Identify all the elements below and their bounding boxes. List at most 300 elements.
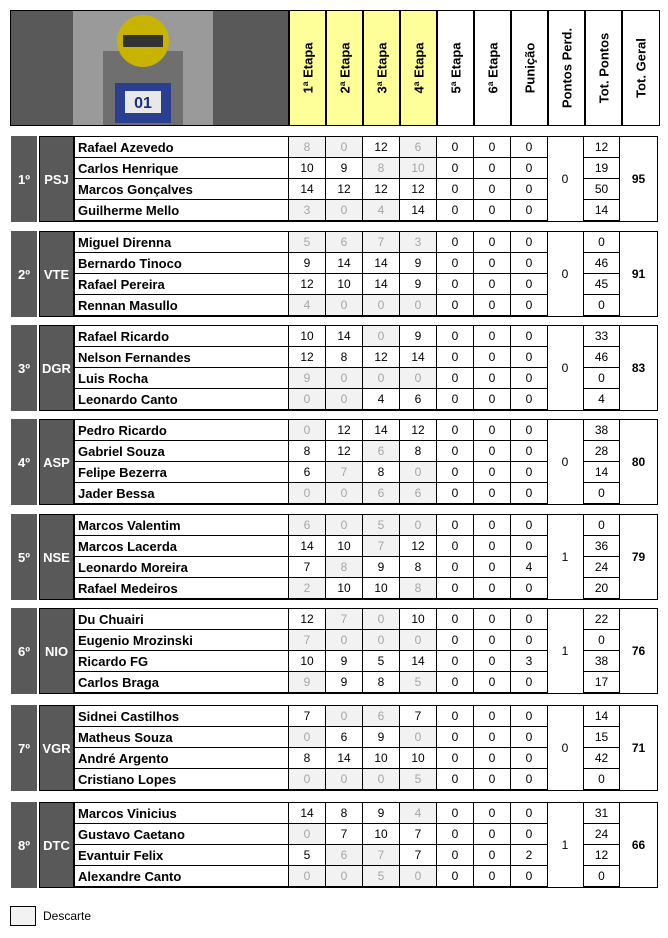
driver-name: Leonardo Canto [75, 389, 289, 410]
punicao-value: 0 [511, 578, 548, 599]
etapa-points: 0 [437, 441, 474, 462]
punicao-value: 0 [511, 389, 548, 410]
etapa-points: 4 [289, 295, 326, 316]
etapa-points: 9 [289, 672, 326, 693]
team-block [10, 514, 658, 602]
etapa-points: 0 [474, 845, 511, 866]
team-grid [74, 325, 658, 411]
etapa-points: 0 [474, 274, 511, 295]
etapa-points: 0 [363, 368, 400, 389]
driver-total: 38 [584, 420, 620, 441]
etapa-points: 0 [326, 389, 363, 410]
team-abbr: DGR [39, 325, 74, 411]
etapa-points: 5 [363, 651, 400, 672]
driver-name: Rafael Ricardo [75, 326, 289, 347]
punicao-value: 0 [511, 803, 548, 824]
etapa-points: 0 [326, 137, 363, 158]
punicao-value: 3 [511, 651, 548, 672]
legend [10, 905, 91, 927]
team-place: 2º [11, 231, 37, 317]
driver-name: Marcos Valentim [75, 515, 289, 536]
team-total: 83 [631, 361, 646, 375]
etapa-points: 0 [437, 420, 474, 441]
etapa-points: 0 [474, 651, 511, 672]
driver-total: 33 [584, 326, 620, 347]
etapa-points: 12 [363, 179, 400, 200]
etapa-points: 0 [474, 630, 511, 651]
pontos-perdidos: 1 [547, 515, 584, 599]
column-header: Tot. Pontos [585, 10, 622, 126]
etapa-points: 0 [326, 515, 363, 536]
etapa-points: 8 [363, 672, 400, 693]
tot-pontos-divider [584, 803, 620, 887]
etapa-points: 8 [289, 441, 326, 462]
punicao-value: 0 [511, 347, 548, 368]
etapa-points: 0 [437, 347, 474, 368]
etapa-points: 0 [363, 326, 400, 347]
team-abbr: PSJ [39, 136, 74, 222]
etapa-points: 14 [400, 347, 437, 368]
etapa-points: 0 [437, 137, 474, 158]
etapa-points: 6 [326, 232, 363, 253]
team-place: 3º [11, 325, 37, 411]
driver-total: 15 [584, 727, 620, 748]
etapa-points: 0 [474, 253, 511, 274]
column-header: 1ª Etapa [289, 10, 326, 126]
driver-name: Sidnei Castilhos [75, 706, 289, 727]
etapa-points: 0 [400, 515, 437, 536]
etapa-points: 10 [363, 824, 400, 845]
etapa-points: 6 [363, 483, 400, 504]
etapa-points: 12 [400, 179, 437, 200]
etapa-points: 9 [289, 368, 326, 389]
etapa-points: 10 [326, 578, 363, 599]
etapa-points: 12 [326, 179, 363, 200]
team-block [10, 608, 658, 696]
etapa-points: 10 [363, 578, 400, 599]
punicao-value: 0 [511, 274, 548, 295]
team-grid [74, 419, 658, 505]
team-grid [74, 136, 658, 222]
etapa-points: 0 [437, 179, 474, 200]
team-abbr: NIO [39, 608, 74, 694]
pontos-perdidos: 0 [547, 420, 584, 504]
etapa-points: 0 [437, 630, 474, 651]
etapa-points: 9 [326, 651, 363, 672]
etapa-points: 8 [326, 347, 363, 368]
punicao-value: 0 [511, 326, 548, 347]
team-grid [74, 231, 658, 317]
etapa-points: 0 [437, 866, 474, 887]
etapa-points: 0 [437, 274, 474, 295]
driver-name: Gustavo Caetano [75, 824, 289, 845]
driver-name: Ricardo FG [75, 651, 289, 672]
etapa-points: 0 [437, 706, 474, 727]
punicao-value: 0 [511, 232, 548, 253]
punicao-value: 0 [511, 727, 548, 748]
driver-name: Matheus Souza [75, 727, 289, 748]
etapa-points: 8 [400, 441, 437, 462]
driver-name: Marcos Vinicius [75, 803, 289, 824]
etapa-points: 0 [400, 866, 437, 887]
punicao-value: 0 [511, 158, 548, 179]
team-total: 91 [631, 267, 646, 281]
pontos-perdidos: 1 [547, 803, 584, 887]
tot-pontos-divider [584, 420, 620, 504]
etapa-points: 0 [437, 748, 474, 769]
driver-total: 0 [584, 232, 620, 253]
etapa-points: 5 [400, 769, 437, 790]
etapa-points: 0 [400, 368, 437, 389]
driver-total: 0 [584, 483, 620, 504]
punicao-value: 4 [511, 557, 548, 578]
etapa-points: 9 [326, 158, 363, 179]
pontos-perdidos: 1 [547, 609, 584, 693]
etapa-points: 0 [289, 389, 326, 410]
driver-total: 0 [584, 866, 620, 887]
etapa-points: 4 [400, 803, 437, 824]
driver-total: 12 [584, 845, 620, 866]
punicao-value: 0 [511, 462, 548, 483]
etapa-points: 9 [400, 253, 437, 274]
etapa-points: 0 [437, 578, 474, 599]
team-grid [74, 608, 658, 694]
etapa-points: 0 [474, 557, 511, 578]
etapa-points: 10 [400, 748, 437, 769]
tot-pontos-divider [584, 706, 620, 790]
etapa-points: 12 [289, 274, 326, 295]
driver-total: 14 [584, 200, 620, 221]
column-header: 3ª Etapa [363, 10, 400, 126]
etapa-points: 4 [363, 200, 400, 221]
etapa-points: 0 [437, 253, 474, 274]
driver-name: Du Chuairi [75, 609, 289, 630]
etapa-points: 0 [474, 769, 511, 790]
etapa-points: 9 [363, 727, 400, 748]
driver-total: 17 [584, 672, 620, 693]
column-header: 5ª Etapa [437, 10, 474, 126]
header-photo [10, 10, 289, 126]
column-header: Pontos Perd. [548, 10, 585, 126]
etapa-points: 7 [289, 706, 326, 727]
etapa-points: 0 [474, 866, 511, 887]
driver-name: Marcos Gonçalves [75, 179, 289, 200]
team-total: 80 [631, 455, 646, 469]
etapa-points: 0 [474, 179, 511, 200]
punicao-value: 0 [511, 866, 548, 887]
etapa-points: 6 [400, 483, 437, 504]
etapa-points: 0 [437, 651, 474, 672]
etapa-points: 9 [363, 803, 400, 824]
etapa-points: 0 [289, 727, 326, 748]
etapa-points: 12 [289, 609, 326, 630]
etapa-points: 0 [326, 866, 363, 887]
punicao-value: 0 [511, 748, 548, 769]
column-header: 4ª Etapa [400, 10, 437, 126]
etapa-points: 0 [437, 515, 474, 536]
team-block [10, 325, 658, 413]
etapa-points: 5 [363, 515, 400, 536]
etapa-points: 9 [400, 274, 437, 295]
etapa-points: 0 [437, 295, 474, 316]
pontos-perdidos: 0 [547, 706, 584, 790]
etapa-points: 0 [474, 441, 511, 462]
driver-name: Marcos Lacerda [75, 536, 289, 557]
etapa-points: 5 [400, 672, 437, 693]
etapa-points: 0 [363, 295, 400, 316]
etapa-points: 0 [400, 630, 437, 651]
etapa-points: 0 [326, 706, 363, 727]
column-header: Tot. Geral [622, 10, 660, 126]
etapa-points: 8 [363, 462, 400, 483]
etapa-points: 3 [289, 200, 326, 221]
punicao-value: 0 [511, 420, 548, 441]
etapa-points: 0 [474, 748, 511, 769]
driver-name: André Argento [75, 748, 289, 769]
team-place: 1º [11, 136, 37, 222]
driver-name: Bernardo Tinoco [75, 253, 289, 274]
etapa-points: 0 [474, 515, 511, 536]
etapa-points: 8 [326, 557, 363, 578]
driver-name: Cristiano Lopes [75, 769, 289, 790]
etapa-points: 10 [400, 158, 437, 179]
etapa-points: 0 [474, 824, 511, 845]
team-total: 76 [631, 644, 646, 658]
driver-total: 24 [584, 824, 620, 845]
etapa-points: 7 [363, 536, 400, 557]
etapa-points: 6 [289, 462, 326, 483]
driver-name: Felipe Bezerra [75, 462, 289, 483]
etapa-points: 8 [289, 748, 326, 769]
team-abbr: DTC [39, 802, 74, 888]
driver-total: 0 [584, 368, 620, 389]
etapa-points: 7 [363, 845, 400, 866]
team-place: 8º [11, 802, 37, 888]
driver-total: 46 [584, 347, 620, 368]
driver-total: 38 [584, 651, 620, 672]
etapa-points: 0 [289, 420, 326, 441]
etapa-points: 14 [400, 651, 437, 672]
etapa-points: 0 [437, 824, 474, 845]
punicao-value: 0 [511, 609, 548, 630]
etapa-points: 8 [363, 158, 400, 179]
etapa-points: 9 [400, 326, 437, 347]
etapa-points: 0 [437, 609, 474, 630]
etapa-points: 0 [474, 347, 511, 368]
etapa-points: 0 [400, 462, 437, 483]
team-abbr: ASP [39, 419, 74, 505]
driver-name: Alexandre Canto [75, 866, 289, 887]
driver-total: 24 [584, 557, 620, 578]
driver-total: 42 [584, 748, 620, 769]
etapa-points: 0 [289, 866, 326, 887]
etapa-points: 8 [400, 578, 437, 599]
pontos-perdidos: 0 [547, 326, 584, 410]
punicao-value: 0 [511, 179, 548, 200]
punicao-value: 0 [511, 536, 548, 557]
etapa-points: 5 [363, 866, 400, 887]
driver-name: Rafael Azevedo [75, 137, 289, 158]
etapa-points: 4 [363, 389, 400, 410]
team-block [10, 231, 658, 319]
team-place: 6º [11, 608, 37, 694]
etapa-points: 0 [437, 845, 474, 866]
etapa-points: 10 [326, 536, 363, 557]
tot-pontos-divider [584, 609, 620, 693]
etapa-points: 0 [474, 462, 511, 483]
driver-name: Luis Rocha [75, 368, 289, 389]
punicao-value: 0 [511, 368, 548, 389]
etapa-points: 7 [289, 630, 326, 651]
etapa-points: 14 [289, 536, 326, 557]
team-total: 95 [631, 172, 646, 186]
etapa-points: 6 [363, 441, 400, 462]
punicao-value: 0 [511, 137, 548, 158]
etapa-points: 0 [437, 727, 474, 748]
etapa-points: 0 [400, 727, 437, 748]
driver-total: 0 [584, 769, 620, 790]
driver-name: Evantuir Felix [75, 845, 289, 866]
punicao-value: 2 [511, 845, 548, 866]
driver-total: 46 [584, 253, 620, 274]
etapa-points: 12 [400, 536, 437, 557]
team-grid [74, 705, 658, 791]
etapa-points: 14 [289, 179, 326, 200]
team-block [10, 419, 658, 507]
driver-name: Nelson Fernandes [75, 347, 289, 368]
driver-name: Gabriel Souza [75, 441, 289, 462]
punicao-value: 0 [511, 200, 548, 221]
driver-total: 14 [584, 462, 620, 483]
etapa-points: 0 [326, 769, 363, 790]
driver-name: Carlos Braga [75, 672, 289, 693]
team-block [10, 705, 658, 793]
etapa-points: 0 [474, 536, 511, 557]
driver-name: Rafael Pereira [75, 274, 289, 295]
etapa-points: 0 [289, 824, 326, 845]
etapa-points: 8 [326, 803, 363, 824]
etapa-points: 7 [326, 824, 363, 845]
tot-pontos-divider [584, 137, 620, 221]
kart-driver-photo [73, 11, 213, 126]
column-header: Punição [511, 10, 548, 126]
team-grid [74, 802, 658, 888]
etapa-points: 14 [400, 200, 437, 221]
etapa-points: 0 [474, 326, 511, 347]
etapa-points: 0 [363, 609, 400, 630]
etapa-points: 14 [326, 253, 363, 274]
driver-total: 28 [584, 441, 620, 462]
punicao-value: 0 [511, 295, 548, 316]
legend-discard-swatch [10, 906, 36, 926]
etapa-points: 0 [326, 630, 363, 651]
team-abbr: NSE [39, 514, 74, 600]
punicao-value: 0 [511, 441, 548, 462]
etapa-points: 6 [363, 706, 400, 727]
etapa-points: 12 [363, 137, 400, 158]
pontos-perdidos: 0 [547, 232, 584, 316]
etapa-points: 14 [326, 326, 363, 347]
tot-pontos-divider [584, 326, 620, 410]
driver-total: 12 [584, 137, 620, 158]
team-grid [74, 514, 658, 600]
driver-name: Rafael Medeiros [75, 578, 289, 599]
etapa-points: 0 [437, 389, 474, 410]
tot-pontos-divider [584, 232, 620, 316]
etapa-points: 0 [363, 630, 400, 651]
etapa-points: 0 [474, 232, 511, 253]
etapa-points: 7 [326, 609, 363, 630]
etapa-points: 0 [474, 578, 511, 599]
etapa-points: 0 [437, 158, 474, 179]
team-place: 7º [11, 705, 37, 791]
team-abbr: VGR [39, 705, 74, 791]
tot-pontos-divider [584, 515, 620, 599]
etapa-points: 12 [326, 441, 363, 462]
etapa-points: 0 [400, 295, 437, 316]
etapa-points: 0 [437, 368, 474, 389]
etapa-points: 12 [363, 347, 400, 368]
driver-total: 31 [584, 803, 620, 824]
driver-name: Guilherme Mello [75, 200, 289, 221]
etapa-points: 14 [326, 748, 363, 769]
pontos-perdidos: 0 [547, 137, 584, 221]
driver-total: 50 [584, 179, 620, 200]
driver-name: Leonardo Moreira [75, 557, 289, 578]
team-place: 5º [11, 514, 37, 600]
etapa-points: 6 [400, 137, 437, 158]
etapa-points: 0 [437, 326, 474, 347]
etapa-points: 3 [400, 232, 437, 253]
etapa-points: 5 [289, 845, 326, 866]
etapa-points: 14 [363, 253, 400, 274]
etapa-points: 10 [289, 326, 326, 347]
etapa-points: 0 [437, 803, 474, 824]
etapa-points: 0 [437, 200, 474, 221]
etapa-points: 0 [437, 462, 474, 483]
team-total: 71 [631, 741, 646, 755]
etapa-points: 10 [400, 609, 437, 630]
etapa-points: 0 [437, 557, 474, 578]
etapa-points: 0 [437, 672, 474, 693]
etapa-points: 0 [474, 368, 511, 389]
etapa-points: 0 [326, 295, 363, 316]
etapa-points: 6 [326, 845, 363, 866]
etapa-points: 0 [474, 158, 511, 179]
driver-name: Pedro Ricardo [75, 420, 289, 441]
etapa-points: 12 [400, 420, 437, 441]
etapa-points: 2 [289, 578, 326, 599]
kart-number: 01 [134, 95, 152, 112]
driver-total: 14 [584, 706, 620, 727]
etapa-points: 6 [289, 515, 326, 536]
punicao-value: 0 [511, 672, 548, 693]
team-block [10, 136, 658, 224]
etapa-points: 0 [474, 672, 511, 693]
etapa-points: 0 [474, 706, 511, 727]
etapa-points: 7 [400, 845, 437, 866]
etapa-points: 0 [474, 200, 511, 221]
etapa-points: 0 [437, 232, 474, 253]
etapa-points: 0 [289, 483, 326, 504]
etapa-points: 5 [289, 232, 326, 253]
punicao-value: 0 [511, 515, 548, 536]
etapa-points: 0 [474, 483, 511, 504]
etapa-points: 6 [400, 389, 437, 410]
team-total: 79 [631, 550, 646, 564]
driver-total: 4 [584, 389, 620, 410]
team-place: 4º [11, 419, 37, 505]
